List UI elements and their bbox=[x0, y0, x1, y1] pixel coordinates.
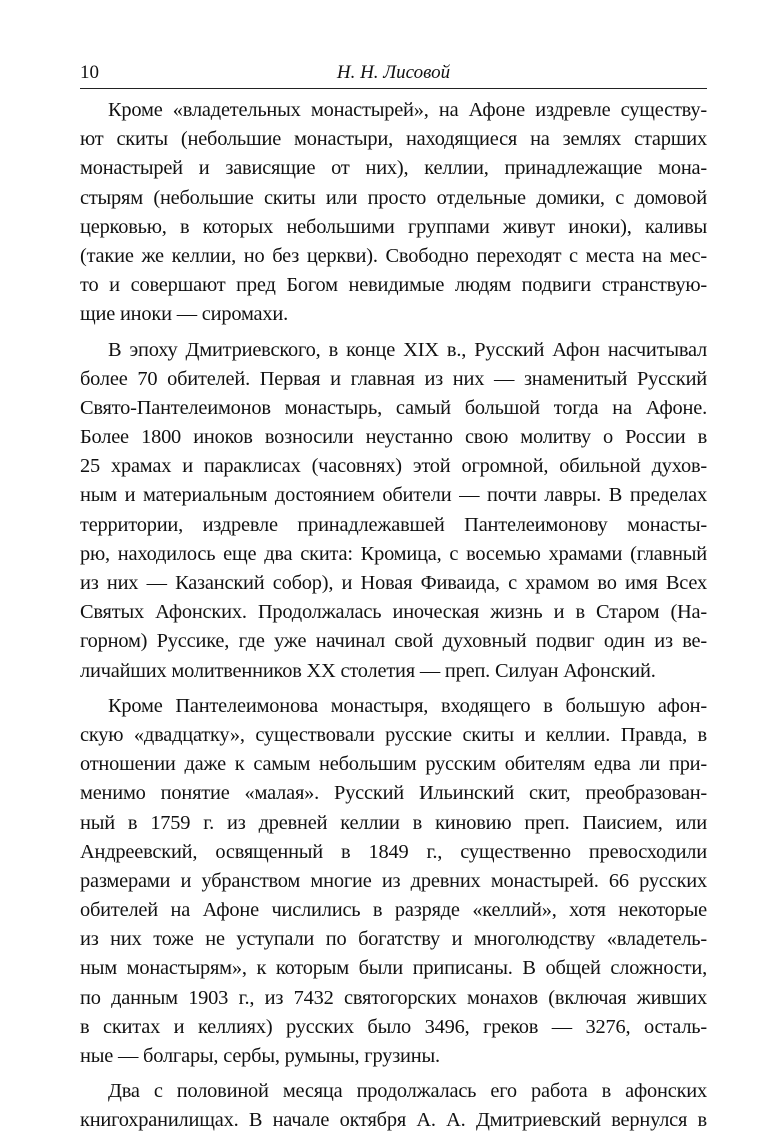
text-line: рю, находилось еще два скита: Кромица, с восемью храмами (главный bbox=[80, 542, 707, 565]
paragraph bbox=[80, 96, 707, 330]
text-line: горном) Руссике, где уже начинал свой духовный подвиг один из ве- bbox=[80, 630, 707, 653]
text-line: щие иноки — сиромахи. bbox=[80, 303, 288, 326]
text-line: Два с половиной месяца продолжалась его работа в афонских bbox=[108, 1080, 707, 1103]
text-line: Святых Афонских. Продолжалась иноческая жизнь и в Старом (На- bbox=[80, 601, 707, 624]
paragraph bbox=[80, 336, 707, 686]
text-line: ные — болгары, сербы, румыны, грузины. bbox=[80, 1045, 440, 1067]
paragraph bbox=[80, 1077, 707, 1135]
running-header bbox=[80, 58, 707, 88]
text-line: скую «двадцатку», существовали русские скиты и келлии. Правда, в bbox=[80, 723, 707, 746]
text-line: стырям (небольшие скиты или просто отдельные домики, с домовой bbox=[80, 186, 707, 209]
text-line: В эпоху Дмитриевского, в конце XIX в., Русский Афон насчитывал bbox=[108, 338, 707, 361]
text-line: менимо понятие «малая». Русский Ильинский скит, преобразован- bbox=[80, 782, 707, 805]
text-line: по данным 1903 г., из 7432 святогорских монахов (включая живших bbox=[80, 986, 707, 1009]
body-text bbox=[80, 96, 707, 1136]
text-line: из них тоже не уступали по богатству и многолюдству «владетель- bbox=[80, 928, 707, 951]
text-line: ют скиты (небольшие монастыри, находящиеся на землях старших bbox=[80, 128, 707, 151]
text-line: Кроме Пантелеимонова монастыря, входящего в большую афон- bbox=[108, 694, 707, 717]
paragraph bbox=[80, 692, 707, 1071]
text-line: отношении даже к самым небольшим русским обителям едва ли при- bbox=[80, 753, 707, 776]
text-line: более 70 обителей. Первая и главная из них — знаменитый Русский bbox=[80, 367, 707, 390]
text-line: в скитах и келлиях) русских было 3496, греков — 3276, осталь- bbox=[80, 1015, 707, 1038]
page-number: 10 bbox=[80, 62, 99, 83]
text-line: Более 1800 иноков возносили неустанно свою молитву о России в bbox=[80, 426, 707, 449]
text-line: личайших молитвенников XX столетия — преп. Силуан Афонский. bbox=[80, 659, 656, 682]
text-line: ным монастырям», к которым были приписаны. В общей сложности, bbox=[80, 957, 707, 980]
text-line: Кроме «владетельных монастырей», на Афоне издревле существу- bbox=[108, 99, 707, 121]
text-line: ный в 1759 г. из древней келлии в киновию преп. Паисием, или bbox=[80, 811, 707, 834]
text-line: Андреевский, освященный в 1849 г., существенно превосходили bbox=[80, 840, 707, 863]
text-line: ным и материальным достоянием обители — почти лавры. В пределах bbox=[80, 484, 707, 507]
text-line: (такие же келлии, но без церкви). Свободно переходят с места на мес- bbox=[80, 244, 707, 267]
text-line: территории, издревле принадлежавшей Пантелеимонову монасты- bbox=[80, 513, 707, 536]
running-head-author: Н. Н. Лисовой bbox=[336, 62, 451, 83]
text-line: монастырей и зависящие от них), келлии, принадлежащие мона- bbox=[80, 157, 707, 180]
text-line: обителей на Афоне числились в разряде «келлий», хотя некоторые bbox=[80, 899, 707, 922]
text-line: то и совершают пред Богом невидимые людям подвиги странствую- bbox=[80, 274, 707, 297]
header-rule bbox=[80, 88, 707, 89]
text-line: из них — Казанский собор), и Новая Фиваида, с храмом во имя Всех bbox=[80, 572, 707, 594]
text-line: церковью, в которых небольшими группами живут иноки), каливы bbox=[80, 215, 707, 238]
text-line: книгохранилищах. В начале октября А. А. Дмитриевский вернулся в bbox=[80, 1109, 707, 1132]
text-line: Свято-Пантелеимонов монастырь, самый большой тогда на Афоне. bbox=[80, 396, 707, 419]
text-line: 25 храмах и параклисах (часовнях) этой огромной, обильной духов- bbox=[80, 455, 707, 478]
text-line: размерами и убранством многие из древних монастырей. 66 русских bbox=[80, 869, 707, 892]
